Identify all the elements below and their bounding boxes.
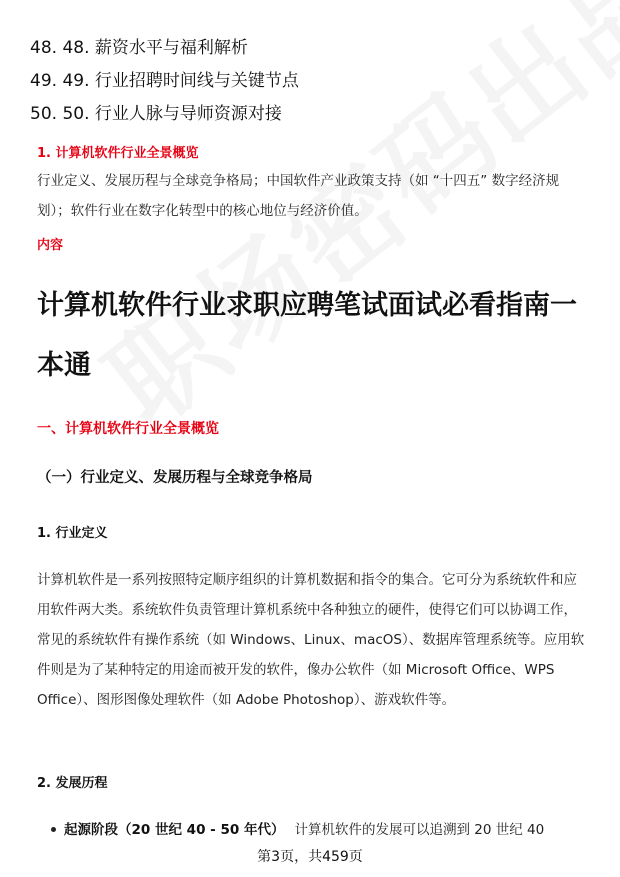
summary-title: 1. 计算机软件行业全景概览 xyxy=(37,146,199,161)
page-footer: 第3页，共459页 xyxy=(257,849,363,865)
subsection-title: （一）行业定义、发展历程与全球竞争格局 xyxy=(37,470,313,486)
toc-item[interactable]: 50. 50. 行业人脉与导师资源对接 xyxy=(30,104,282,124)
list-item xyxy=(37,818,597,842)
toc-item[interactable]: 48. 48. 薪资水平与福利解析 xyxy=(30,38,248,58)
heading-history: 2. 发展历程 xyxy=(37,776,108,791)
heading-definition: 1. 行业定义 xyxy=(37,526,108,541)
toc-item[interactable]: 49. 49. 行业招聘时间线与关键节点 xyxy=(30,71,299,91)
summary-text: 行业定义、发展历程与全球竞争格局；中国软件产业政策支持（如 “十四五” 数字经济规划）；软件行业在数字化转型中的核心地位与经济价值。 xyxy=(37,173,560,219)
bullet-dot-icon xyxy=(51,827,56,832)
definition-paragraph: 计算机软件是一系列按照特定顺序组织的计算机数据和指令的集合。它可分为系统软件和应用软件两大类。系统软件负责管理计算机系统中各种独立的硬件，使得它们可以协调工作，常见的系统软件有操作系统（如 Windows、Linux、macOS）、数据库管理系统等。应用软件则是为了某种特定的用途而被开发的软件，像办公软件（如 Microsoft Office、WPS Office）、图形图像处理软件（如 Adobe Photoshop）、游戏软件等。 xyxy=(37,572,585,708)
table-of-contents xyxy=(30,36,299,135)
document-title: 计算机软件行业求职应聘笔试面试必看指南一本通 xyxy=(37,290,577,381)
section-title: 一、计算机软件行业全景概览 xyxy=(37,421,219,437)
bullet-text: 计算机软件的发展可以追溯到 20 世纪 40 xyxy=(294,822,545,838)
bullet-title: 起源阶段（20 世纪 40 - 50 年代） xyxy=(64,822,285,838)
content-label: 内容 xyxy=(37,238,64,253)
